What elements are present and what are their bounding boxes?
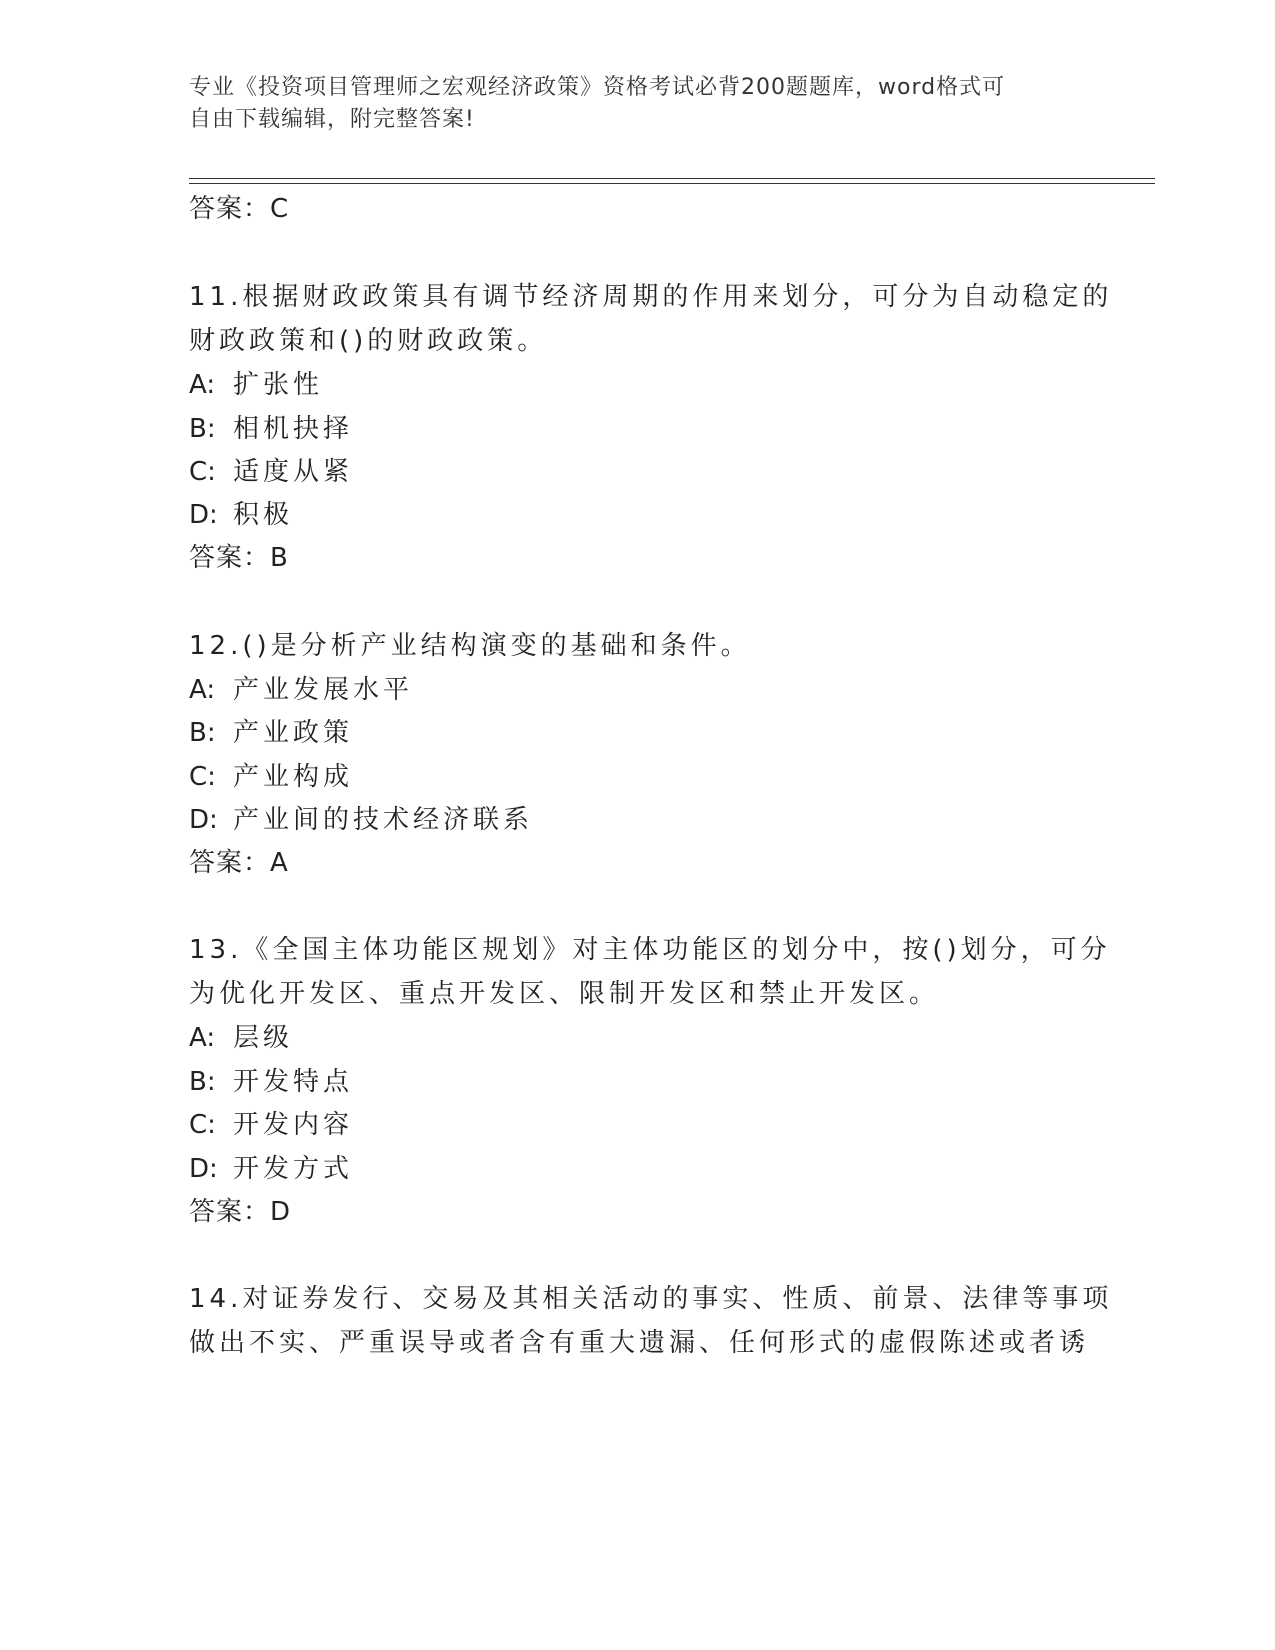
option-text: 积极: [233, 500, 294, 530]
option-letter: C:: [189, 1110, 216, 1140]
question-11-stem-line-1: 11.根据财政政策具有调节经济周期的作用来划分，可分为自动稳定的: [189, 282, 1113, 312]
question-11-option-b: [189, 412, 353, 446]
question-11-option-c: [189, 455, 353, 489]
option-text: 扩张性: [233, 370, 324, 400]
option-text: 开发特点: [233, 1067, 354, 1097]
question-14-stem-line-2: 做出不实、严重误导或者含有重大遗漏、任何形式的虚假陈述或者诱: [189, 1328, 1090, 1358]
question-13-option-a: [189, 1021, 293, 1055]
option-text: 产业政策: [233, 718, 354, 748]
header-divider-bottom: [189, 183, 1155, 184]
question-13-stem-line-2: 为优化开发区、重点开发区、限制开发区和禁止开发区。: [189, 979, 940, 1009]
option-text: 适度从紧: [233, 457, 354, 487]
question-12-option-a: [189, 673, 413, 707]
option-letter: D:: [189, 1154, 218, 1184]
option-text: 层级: [233, 1023, 294, 1053]
option-letter: A:: [189, 675, 216, 705]
question-12-answer: 答案：A: [189, 848, 289, 878]
question-13-stem-line-1: 13.《全国主体功能区规划》对主体功能区的划分中，按()划分，可分: [189, 935, 1111, 965]
option-letter: B:: [189, 718, 216, 748]
option-letter: D:: [189, 500, 218, 530]
question-11-stem-line-2: 财政政策和()的财政政策。: [189, 326, 548, 356]
option-letter: C:: [189, 457, 216, 487]
option-letter: D:: [189, 805, 218, 835]
option-letter: B:: [189, 1067, 216, 1097]
option-text: 开发内容: [233, 1110, 354, 1140]
option-text: 产业发展水平: [233, 675, 414, 705]
option-letter: A:: [189, 370, 216, 400]
option-letter: C:: [189, 762, 216, 792]
question-12-option-c: [189, 760, 353, 794]
option-text: 相机抉择: [233, 414, 354, 444]
question-11-option-a: [189, 368, 323, 402]
question-13-answer: 答案：D: [189, 1197, 292, 1227]
question-12-option-d: [189, 803, 533, 837]
question-11-answer: 答案：B: [189, 543, 289, 573]
header-divider-top: [189, 178, 1155, 179]
question-14-stem-line-1: 14.对证券发行、交易及其相关活动的事实、性质、前景、法律等事项: [189, 1284, 1113, 1314]
option-text: 开发方式: [233, 1154, 354, 1184]
option-text: 产业间的技术经济联系: [233, 805, 534, 835]
question-11-option-d: [189, 498, 293, 532]
option-letter: A:: [189, 1023, 216, 1053]
question-13-option-d: [189, 1152, 353, 1186]
header-line-1: 专业《投资项目管理师之宏观经济政策》资格考试必背200题题库，word格式可: [189, 75, 1006, 100]
question-12-option-b: [189, 716, 353, 750]
option-text: 产业构成: [233, 762, 354, 792]
header-line-2: 自由下载编辑，附完整答案!: [189, 107, 475, 132]
question-12-stem-line-1: 12.()是分析产业结构演变的基础和条件。: [189, 631, 751, 661]
document-header: [189, 72, 1069, 136]
option-letter: B:: [189, 414, 216, 444]
question-13-option-b: [189, 1065, 353, 1099]
question-13-option-c: [189, 1108, 353, 1142]
answer-line: 答案：C: [189, 194, 290, 224]
